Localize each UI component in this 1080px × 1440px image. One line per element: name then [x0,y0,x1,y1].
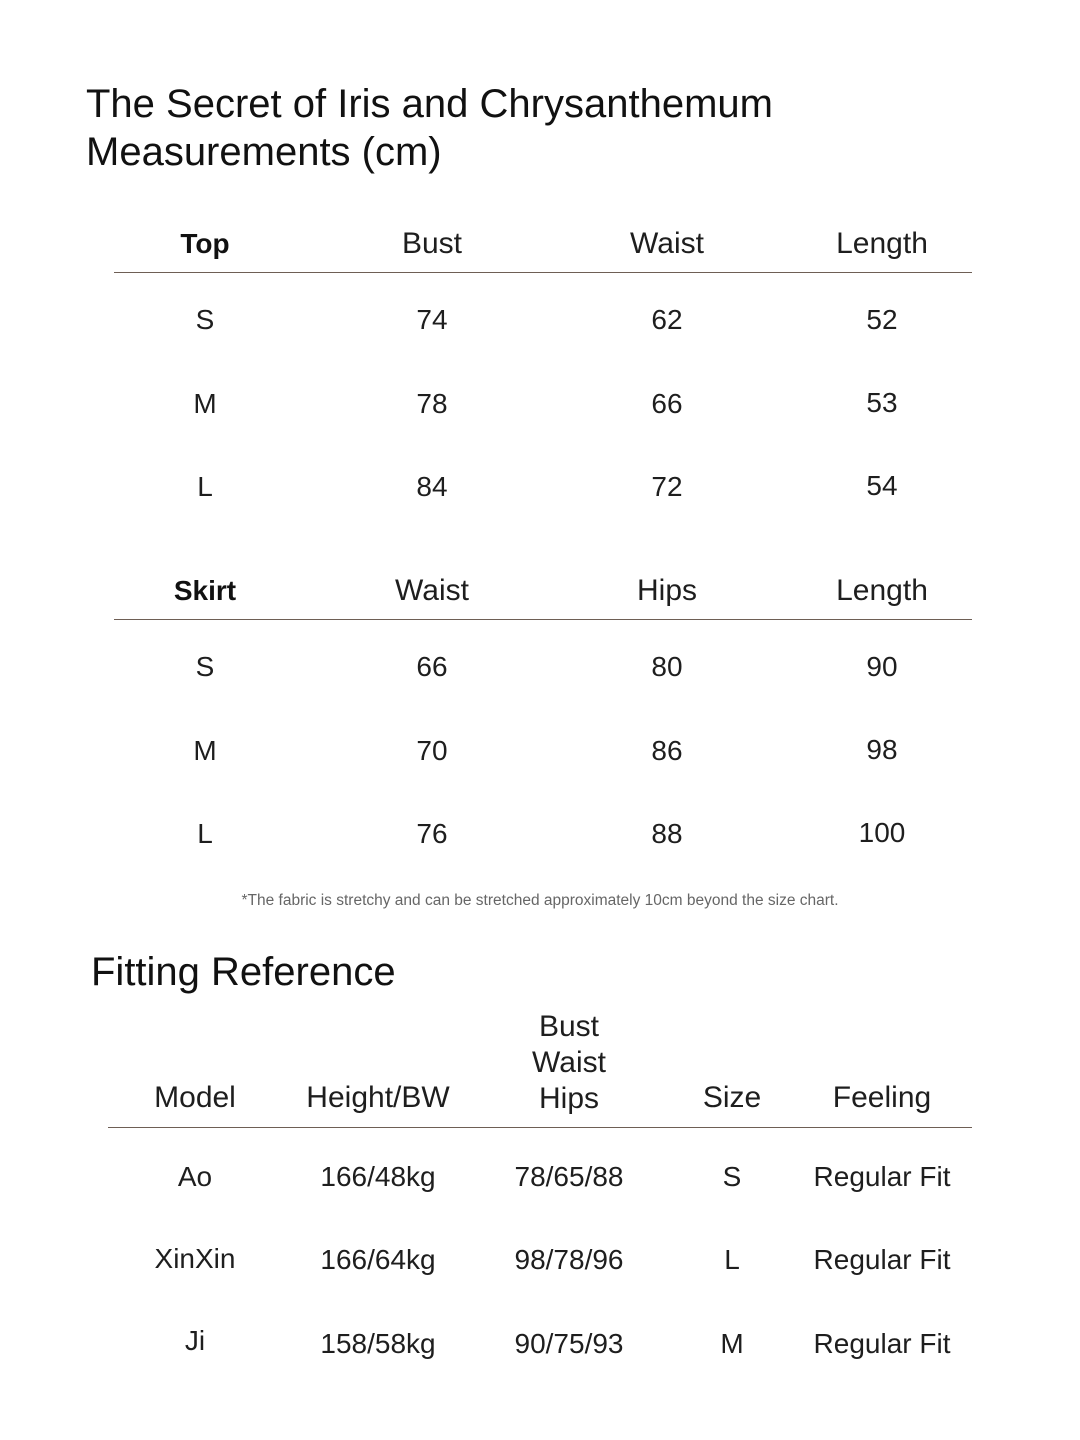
table-cell: 86 [651,735,683,766]
table-cell: S [195,304,215,335]
skirt-header-skirt: Skirt [173,575,237,606]
fitting-header-model: Model [154,1081,236,1114]
skirt-header-hips: Hips [636,574,698,607]
fitting-header-bust: Bust [538,1010,600,1043]
fitting-header-hips: Hips [538,1082,600,1115]
top-header-waist: Waist [630,227,704,260]
table-cell: L [197,818,213,849]
fitting-header-size: Size [702,1081,762,1114]
stretch-note: *The fabric is stretchy and can be stretched approximately 10cm beyond the size chart. [241,892,839,909]
table-cell: 166/48kg [320,1161,436,1192]
table-cell: Regular Fit [813,1244,951,1275]
fitting-header-height-bw: Height/BW [306,1081,450,1114]
table-cell: 80 [651,651,683,682]
table-cell: Ji [184,1325,206,1356]
fitting-header-feeling: Feeling [832,1081,932,1114]
table-cell: Ao [177,1161,213,1192]
table-cell: 66 [651,388,683,419]
page-subtitle: Measurements (cm) [86,130,442,174]
table-cell: 98 [866,734,898,765]
table-cell: L [724,1244,740,1275]
table-cell: M [720,1328,744,1359]
table-cell: 88 [651,818,683,849]
table-cell: 72 [651,471,683,502]
table-cell: 158/58kg [320,1328,436,1359]
skirt-header-waist: Waist [395,574,469,607]
table-cell: 84 [416,471,448,502]
table-cell: 90 [866,651,898,682]
table-cell: 166/64kg [320,1244,436,1275]
top-header-length: Length [836,227,928,260]
table-cell: 78/65/88 [514,1161,624,1192]
skirt-header-length: Length [836,574,928,607]
table-cell: 78 [416,388,448,419]
table-cell: S [722,1161,742,1192]
table-cell: S [195,651,215,682]
page-title: The Secret of Iris and Chrysanthemum [86,82,773,126]
table-cell: 62 [651,304,683,335]
table-cell: L [197,471,213,502]
table-cell: 76 [416,818,448,849]
top-header-top: Top [180,228,230,259]
table-cell: M [193,735,217,766]
table-cell: 54 [866,470,898,501]
table-cell: 70 [416,735,448,766]
table-cell: 66 [416,651,448,682]
skirt-table-divider [114,619,972,620]
table-cell: Regular Fit [813,1161,951,1192]
top-table-divider [114,272,972,273]
table-cell: M [193,388,217,419]
table-cell: 52 [866,304,898,335]
table-cell: Regular Fit [813,1328,951,1359]
top-header-bust: Bust [401,227,463,260]
table-cell: 53 [866,387,898,418]
table-cell: 98/78/96 [514,1244,624,1275]
fitting-table-divider [108,1127,972,1128]
table-cell: XinXin [154,1243,236,1274]
table-cell: 90/75/93 [514,1328,624,1359]
fitting-header-waist: Waist [532,1046,606,1079]
table-cell: 100 [858,817,906,848]
table-cell: 74 [416,304,448,335]
fitting-reference-title: Fitting Reference [91,950,396,994]
